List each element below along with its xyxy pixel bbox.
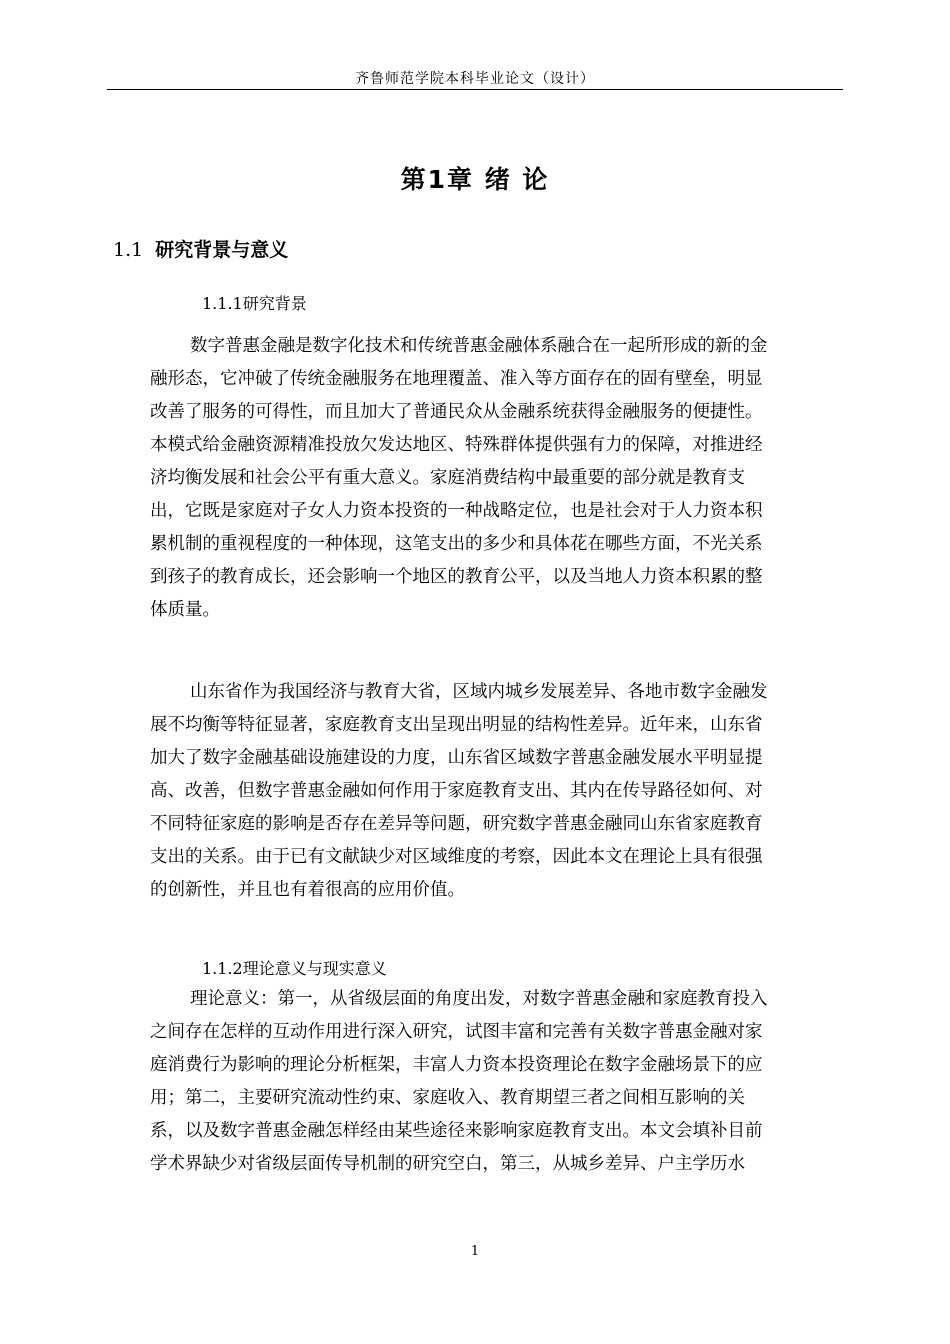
paragraph-line: 庭消费行为影响的理论分析框架，丰富人力资本投资理论在数字金融场景下的应: [150, 1055, 763, 1075]
paragraph-background: [150, 330, 840, 627]
section-heading: [113, 235, 288, 262]
header-rule: [107, 89, 843, 90]
paragraph-line: 展不均衡等特征显著，家庭教育支出呈现出明显的结构性差异。近年来，山东省: [150, 715, 763, 735]
paragraph-line: 之间存在怎样的互动作用进行深入研究，试图丰富和完善有关数字普惠金融对家: [150, 1022, 763, 1042]
subsection-heading-background: 1.1.1研究背景: [202, 294, 307, 313]
paragraph-line: 融形态，它冲破了传统金融服务在地理覆盖、准入等方面存在的固有壁垒，明显: [150, 369, 763, 389]
paragraph-line: 改善了服务的可得性，而且加大了普通民众从金融系统获得金融服务的便捷性。: [150, 402, 763, 422]
paragraph-line: 支出的关系。由于已有文献缺少对区域维度的考察，因此本文在理论上具有很强: [150, 847, 763, 867]
paragraph-line: 高、改善，但数字普惠金融如何作用于家庭教育支出、其内在传导路径如何、对: [150, 781, 763, 801]
section-title-text: 研究背景与意义: [155, 239, 289, 261]
paragraph-line: 不同特征家庭的影响是否存在差异等问题，研究数字普惠金融同山东省家庭教育: [150, 814, 763, 834]
section-number: 1.1: [113, 239, 144, 261]
subsection-heading-significance: 1.1.2理论意义与现实意义: [202, 959, 387, 978]
chapter-title: 第1章 绪 论: [400, 165, 550, 194]
paragraph-line: 用；第二，主要研究流动性约束、家庭收入、教育期望三者之间相互影响的关: [150, 1088, 745, 1108]
paragraph-line: 系，以及数字普惠金融怎样经由某些途径来影响家庭教育支出。本文会填补目前: [150, 1121, 763, 1141]
paragraph-line: 本模式给金融资源精准投放欠发达地区、特殊群体提供强有力的保障，对推进经: [150, 435, 763, 455]
paragraph-line: 学术界缺少对省级层面传导机制的研究空白，第三，从城乡差异、户主学历水: [150, 1154, 745, 1174]
paragraph-line: 的创新性，并且也有着很高的应用价值。: [150, 880, 465, 900]
paragraph-line: 数字普惠金融是数字化技术和传统普惠金融体系融合在一起所形成的新的金: [190, 336, 768, 356]
paragraph-theoretical-significance: [150, 983, 840, 1181]
page-number: 1: [470, 1244, 480, 1259]
paragraph-shandong: [150, 676, 840, 907]
paragraph-line: 体质量。: [150, 600, 220, 620]
paragraph-line: 加大了数字金融基础设施建设的力度，山东省区域数字普惠金融发展水平明显提: [150, 748, 763, 768]
paragraph-line: 济均衡发展和社会公平有重大意义。家庭消费结构中最重要的部分就是教育支: [150, 468, 745, 488]
paragraph-line: 理论意义：第一，从省级层面的角度出发，对数字普惠金融和家庭教育投入: [190, 989, 768, 1009]
paragraph-line: 到孩子的教育成长，还会影响一个地区的教育公平，以及当地人力资本积累的整: [150, 567, 763, 587]
running-header: 齐鲁师范学院本科毕业论文（设计）: [355, 71, 595, 87]
paragraph-line: 出，它既是家庭对子女人力资本投资的一种战略定位，也是社会对于人力资本积: [150, 501, 763, 521]
paragraph-line: 山东省作为我国经济与教育大省，区域内城乡发展差异、各地市数字金融发: [190, 682, 768, 702]
paragraph-line: 累机制的重视程度的一种体现，这笔支出的多少和具体花在哪些方面，不光关系: [150, 534, 763, 554]
